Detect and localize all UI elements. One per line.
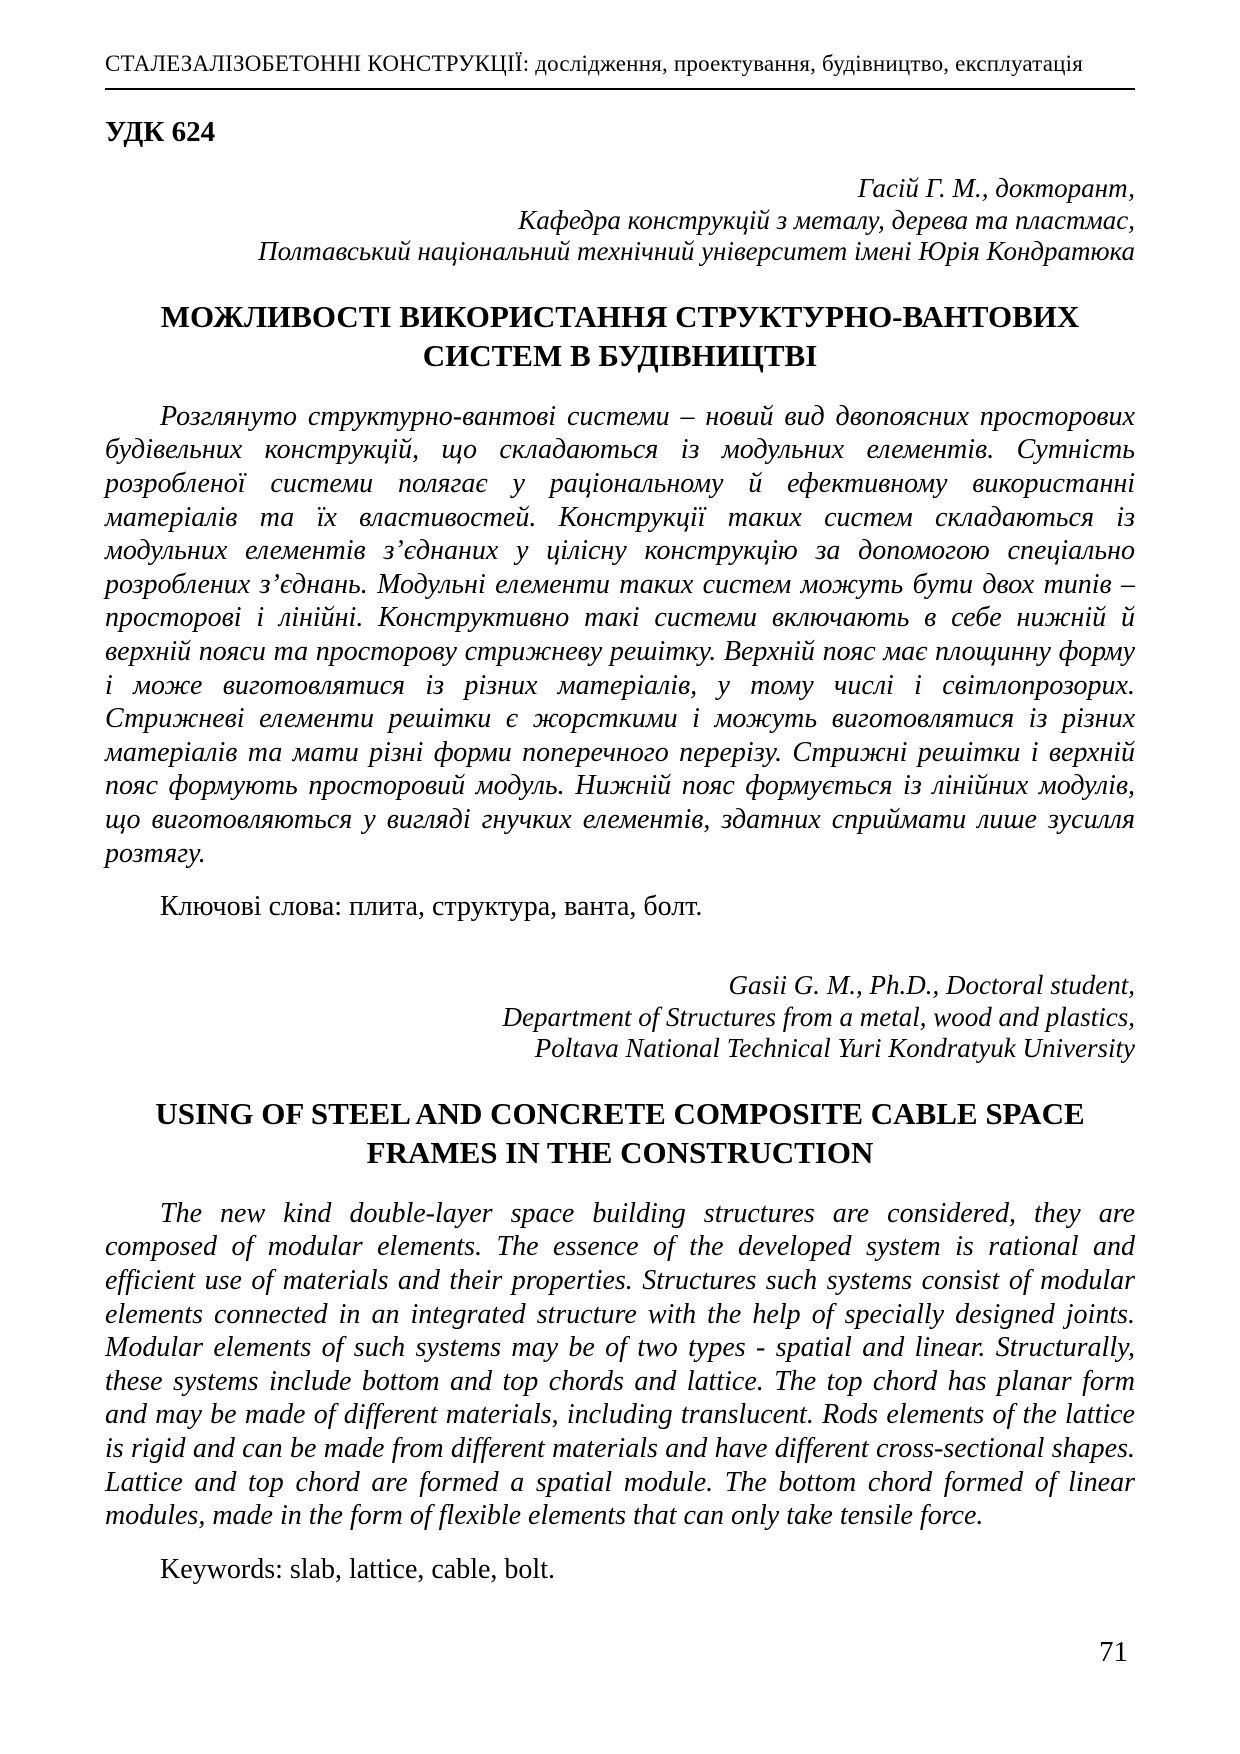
article-title-uk: МОЖЛИВОСТІ ВИКОРИСТАННЯ СТРУКТУРНО-ВАНТОВИХ СИСТЕМ В БУДІВНИЦТВІ [160,299,1080,374]
author-university-uk: Полтавський національний технічний університет імені Юрія Кондратюка [258,236,1135,267]
author-department-en: Department of Structures from a metal, wood and plastics, [502,1001,1135,1032]
page-header [105,50,1135,90]
keywords-en: Keywords: slab, lattice, cable, bolt. [160,1553,555,1585]
author-name-uk: Гасій Г. М., докторант, [857,172,1135,203]
author-university-en: Poltava National Technical Yuri Kondratyuk University [534,1033,1135,1064]
abstract-uk: Розглянуто структурно-вантові системи – новий вид двопоясних просторових будівельних конструкцій, що складаються із модульних елементів. Сутність розробленої системи полягає у раціональному й ефективному використанні матеріалів та їх властивостей. Конструкції таких систем складаються із модульних елементів з’єднаних у цілісну конструкцію за допомогою спеціально розроблених з’єднань. Модульні елементи таких систем можуть бути двох типів – просторові і лінійні. Конструктивно такі системи включають в себе нижній й верхній пояси та просторову стрижневу решітку. Верхній пояс має площинну форму і може виготовлятися із різних матеріалів, у тому числі і світлопрозорих. Стрижневі елементи решітки є жорсткими і можуть виготовлятися із різних матеріалів та мати різні форми поперечного перерізу. Стрижні решітки і верхній пояс формують просторовий модуль. Нижній пояс формується із лінійних модулів, що виготовляються у вигляді гнучких елементів, здатних сприймати лише зусилля розтягу. [105,400,1135,869]
abstract-en: The new kind double-layer space building structures are considered, they are composed of modular elements. The essence of the developed system is rational and efficient use of materials and their properties. Structures such systems consist of modular elements connected in an integrated structure with the help of specially designed joints. Modular elements of such systems may be of two types - spatial and linear. Structurally, these systems include bottom and top chords and lattice. The top chord has planar form and may be made of different materials, including translucent. Rods elements of the lattice is rigid and can be made from different materials and have different cross-sectional shapes. Lattice and top chord are formed a spatial module. The bottom chord formed of linear modules, made in the form of flexible elements that can only take tensile force. [105,1197,1135,1532]
authors-block-uk [105,173,1135,269]
keywords-uk: Ключові слова: плита, структура, ванта, болт. [160,891,703,923]
running-head: СТАЛЕЗАЛІЗОБЕТОННІ КОНСТРУКЦІЇ: дослідження, проектування, будівництво, експлуатація [105,50,1135,90]
author-name-en: Gasii G. M., Ph.D., Doctoral student, [728,969,1135,1000]
author-department-uk: Кафедра конструкцій з металу, дерева та пластмас, [518,204,1135,235]
article-title-en: USING OF STEEL AND CONCRETE COMPOSITE CABLE SPACE FRAMES IN THE CONSTRUCTION [155,1096,1085,1171]
authors-block-en [105,970,1135,1066]
page-number: 71 [1099,1636,1128,1668]
udc-code: УДК 624 [105,115,216,148]
